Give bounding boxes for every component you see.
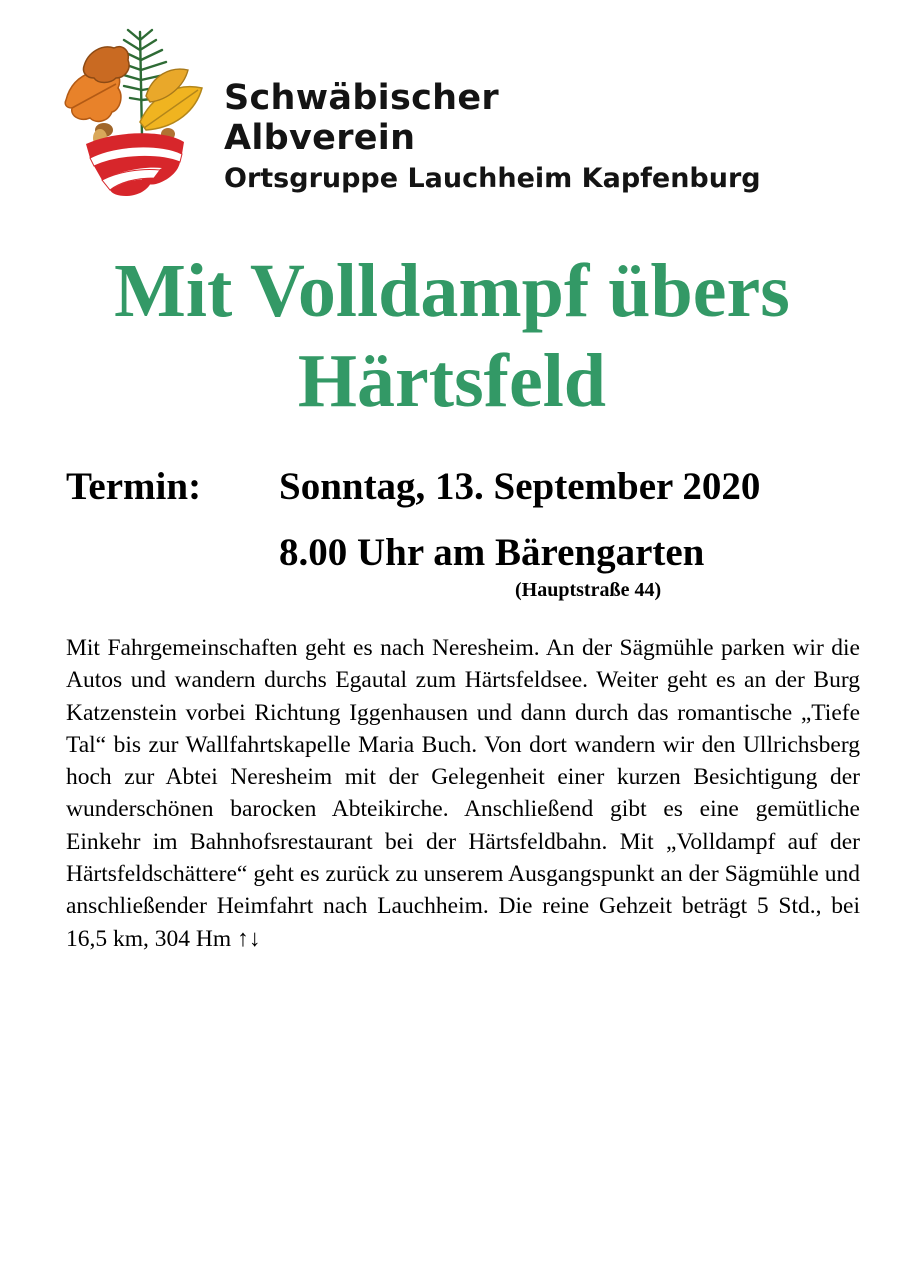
event-title-line1: Mit Volldampf übers xyxy=(114,249,790,333)
termin-label: Termin: xyxy=(66,465,202,508)
letterhead xyxy=(50,22,810,202)
event-title-line2: Härtsfeld xyxy=(297,339,607,423)
termin-date: Sonntag, 13. September 2020 xyxy=(279,465,761,508)
organization-name-line2: Albverein xyxy=(224,118,416,158)
organization-name xyxy=(224,78,499,158)
organization-group: Ortsgruppe Lauchheim Kapfenburg xyxy=(224,163,761,194)
organization-name-line1: Schwäbischer xyxy=(224,78,499,118)
termin-address: (Hauptstraße 44) xyxy=(515,579,662,601)
albverein-leaves-logo-icon xyxy=(56,26,206,198)
event-description: Mit Fahrgemeinschaften geht es nach Neresheim. An der Sägmühle parken wir die Autos und wandern durchs Egautal zum Härtsfeldsee. Weiter geht es an der Burg Katzenstein vorbei Richtung Iggenhausen und dann durch das romantische „Tiefe Tal“ bis zur Wallfahrtskapelle Maria Buch. Von dort wandern wir den Ullrichsberg hoch zur Abtei Neresheim mit der Gelegenheit einer kurzen Besichtigung der wunderschönen barocken Abteikirche. Anschließend gibt es eine gemütliche Einkehr im Bahnhofsrestaurant bei der Härtsfeldbahn. Mit „Volldampf auf der Härtsfeldschättere“ geht es zurück zu unserem Ausgangspunkt an der Sägmühle und anschließender Heimfahrt nach Lauchheim. Die reine Gehzeit beträgt 5 Std., bei 16,5 km, 304 Hm ↑↓ xyxy=(66,635,860,952)
termin-time-place: 8.00 Uhr am Bärengarten xyxy=(279,531,705,574)
event-title xyxy=(0,246,904,426)
